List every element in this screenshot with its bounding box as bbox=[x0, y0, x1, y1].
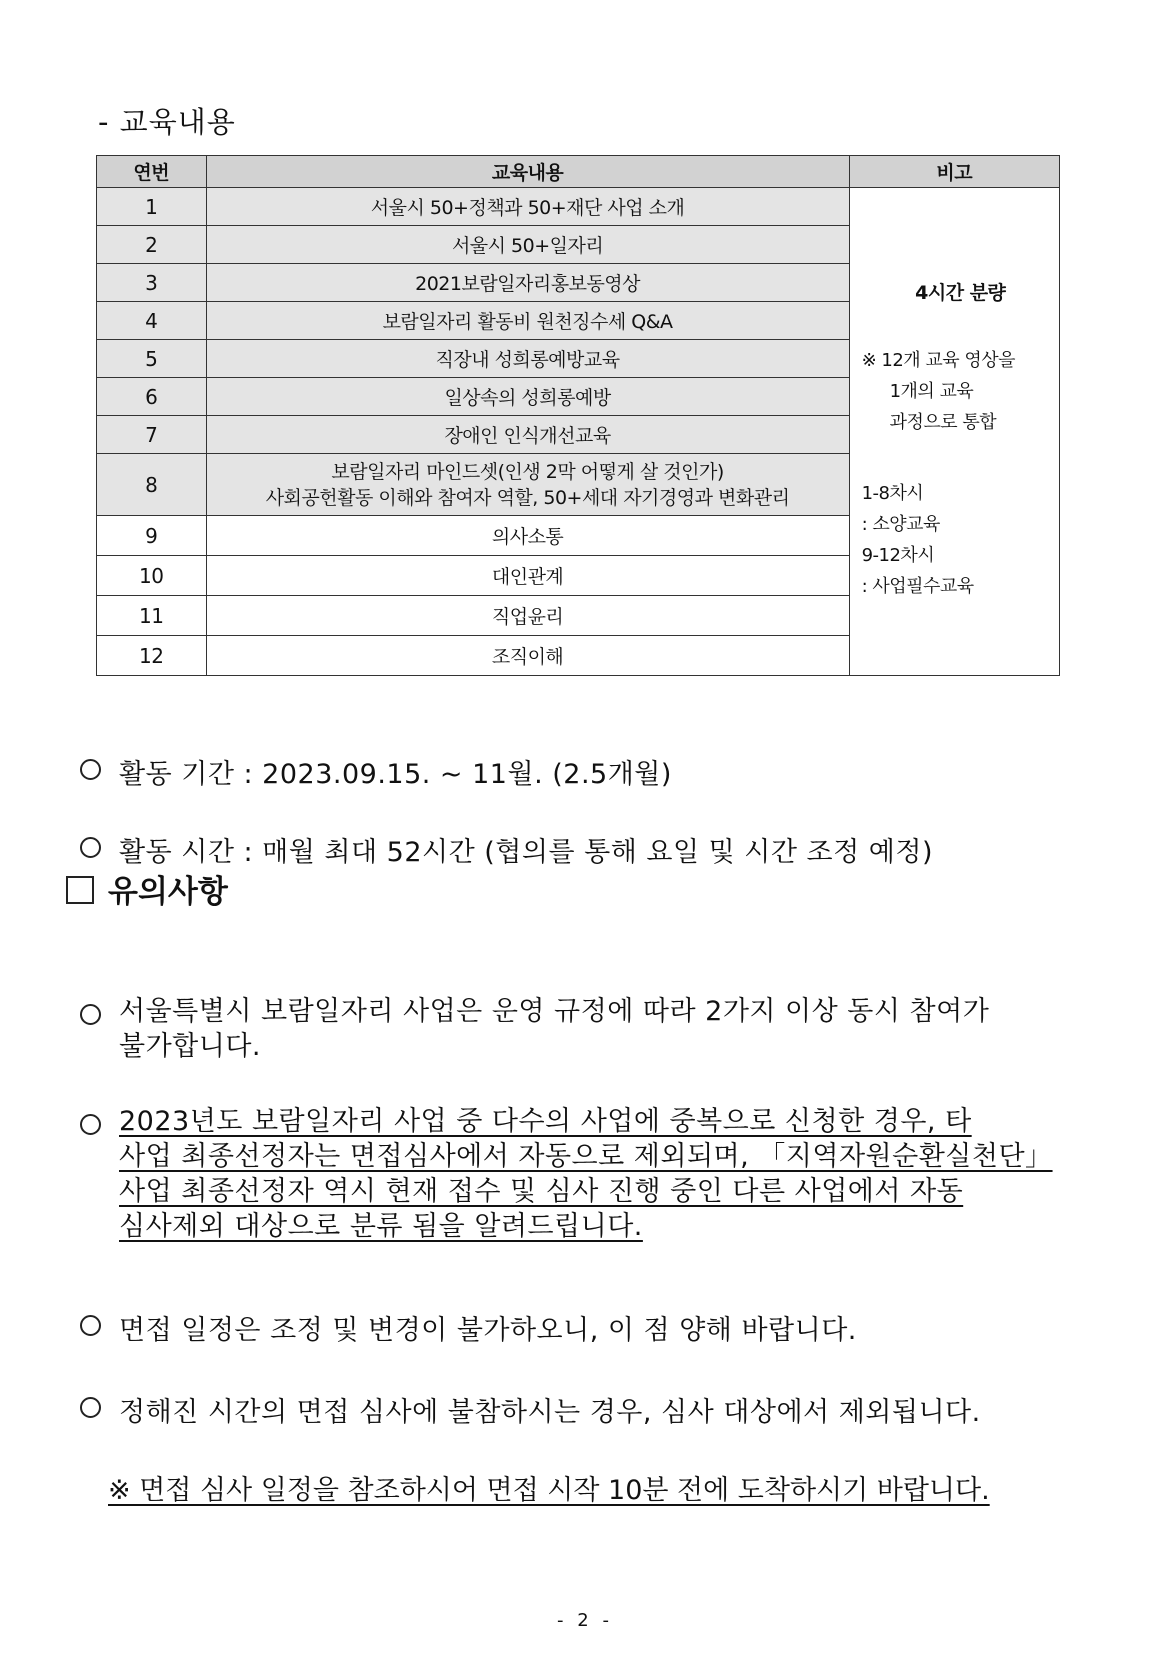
row-content: 보람일자리 활동비 원천징수세 Q&A bbox=[206, 302, 849, 340]
row-content: 일상속의 성희롱예방 bbox=[206, 378, 849, 416]
note-cell bbox=[849, 188, 1059, 676]
activity-hours-line bbox=[80, 830, 933, 869]
row-content: 장애인 인식개선교육 bbox=[206, 416, 849, 454]
circle-bullet-icon bbox=[80, 1004, 101, 1025]
note-line: ※ 12개 교육 영상을 bbox=[861, 350, 1016, 371]
header-no: 연번 bbox=[97, 156, 207, 188]
row-number: 4 bbox=[97, 302, 207, 340]
notice-item bbox=[80, 1104, 1080, 1244]
note-line: 1개의 교육 bbox=[889, 381, 974, 402]
circle-bullet-icon bbox=[80, 1397, 101, 1418]
header-content: 교육내용 bbox=[206, 156, 849, 188]
row-number: 3 bbox=[97, 264, 207, 302]
row-number: 7 bbox=[97, 416, 207, 454]
circle-bullet-icon bbox=[80, 837, 101, 858]
row-number: 6 bbox=[97, 378, 207, 416]
row-number: 5 bbox=[97, 340, 207, 378]
row-content bbox=[206, 454, 849, 516]
row-content: 조직이해 bbox=[206, 636, 849, 676]
table-header-row bbox=[97, 156, 1060, 188]
notice-item bbox=[80, 1390, 981, 1429]
row-number: 9 bbox=[97, 516, 207, 556]
note-line: 1-8차시 bbox=[861, 483, 924, 504]
notice-item bbox=[80, 994, 1080, 1064]
activity-period-line bbox=[80, 752, 672, 791]
notice-text: 사업 최종선정자는 면접심사에서 자동으로 제외되며, 「지역자원순환실천단」 bbox=[119, 1141, 1053, 1172]
row-content-line: 보람일자리 마인드셋(인생 2막 어떻게 살 것인가) bbox=[331, 460, 724, 483]
section-title: - 교육내용 bbox=[98, 105, 236, 139]
row-content-line: 사회공헌활동 이해와 참여자 역할, 50+세대 자기경영과 변화관리 bbox=[265, 486, 790, 509]
note-title: 4시간 분량 bbox=[915, 282, 1006, 304]
circle-bullet-icon bbox=[80, 1315, 101, 1336]
circle-bullet-icon bbox=[80, 1114, 101, 1135]
row-content: 서울시 50+정책과 50+재단 사업 소개 bbox=[206, 188, 849, 226]
table-row bbox=[97, 188, 1060, 226]
notice-text: 2023년도 보람일자리 사업 중 다수의 사업에 중복으로 신청한 경우, 타 bbox=[119, 1106, 972, 1137]
notice-text: 정해진 시간의 면접 심사에 불참하시는 경우, 심사 대상에서 제외됩니다. bbox=[119, 1397, 981, 1428]
square-bullet-icon bbox=[66, 876, 94, 904]
circle-bullet-icon bbox=[80, 759, 101, 780]
education-table bbox=[96, 155, 1060, 676]
row-number: 11 bbox=[97, 596, 207, 636]
row-number: 2 bbox=[97, 226, 207, 264]
row-number: 10 bbox=[97, 556, 207, 596]
row-content: 직장내 성희롱예방교육 bbox=[206, 340, 849, 378]
notice-text: 서울특별시 보람일자리 사업은 운영 규정에 따라 2가지 이상 동시 참여가 bbox=[119, 996, 990, 1027]
notice-item bbox=[80, 1308, 857, 1347]
notice-text: 심사제외 대상으로 분류 됨을 알려드립니다. bbox=[119, 1211, 643, 1242]
arrival-note: ※ 면접 심사 일정을 참조하시어 면접 시작 10분 전에 도착하시기 바랍니다. bbox=[108, 1475, 990, 1506]
notice-text: 불가합니다. bbox=[119, 1031, 261, 1062]
activity-period: 활동 기간 : 2023.09.15. ~ 11월. (2.5개월) bbox=[119, 759, 672, 790]
page-number: - 2 - bbox=[557, 1610, 613, 1631]
note-line: 9-12차시 bbox=[861, 545, 935, 566]
row-number: 12 bbox=[97, 636, 207, 676]
row-content: 대인관계 bbox=[206, 556, 849, 596]
note-line: 과정으로 통합 bbox=[889, 412, 997, 433]
notice-text: 사업 최종선정자 역시 현재 접수 및 심사 진행 중인 다른 사업에서 자동 bbox=[119, 1176, 964, 1207]
notice-text: 면접 일정은 조정 및 변경이 불가하오니, 이 점 양해 바랍니다. bbox=[119, 1315, 857, 1346]
header-note: 비고 bbox=[849, 156, 1059, 188]
notice-heading: 유의사항 bbox=[108, 874, 228, 910]
notice-heading-line bbox=[66, 866, 228, 911]
row-content: 2021보람일자리홍보동영상 bbox=[206, 264, 849, 302]
row-number: 8 bbox=[97, 454, 207, 516]
activity-hours: 활동 시간 : 매월 최대 52시간 (협의를 통해 요일 및 시간 조정 예정) bbox=[119, 837, 933, 868]
note-line: : 소양교육 bbox=[861, 514, 940, 535]
row-content: 의사소통 bbox=[206, 516, 849, 556]
row-content: 직업윤리 bbox=[206, 596, 849, 636]
row-content: 서울시 50+일자리 bbox=[206, 226, 849, 264]
note-line: : 사업필수교육 bbox=[861, 576, 974, 597]
row-number: 1 bbox=[97, 188, 207, 226]
